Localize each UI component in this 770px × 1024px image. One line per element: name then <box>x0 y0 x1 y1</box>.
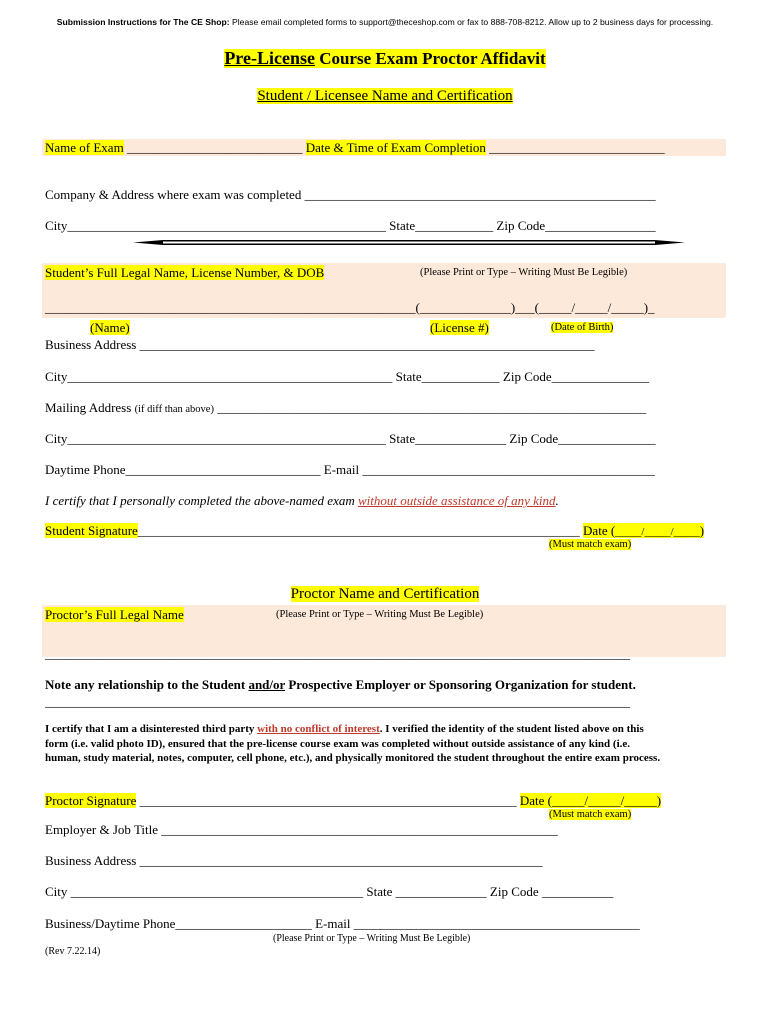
proctor-city-row <box>45 884 613 900</box>
proctor-certify-emphasis: with no conflict of interest <box>257 723 380 735</box>
dob-caption-text: (Date of Birth) <box>551 322 614 333</box>
city-field-2[interactable]: City__________________________________________________ <box>45 369 396 384</box>
city-field-3[interactable]: City_________________________________________________ <box>45 431 390 446</box>
proctor-certify-line3: human, study material, notes, computer, cell phone, etc.), and physically monitored the student throughout the entire exam process. <box>45 752 661 764</box>
state-field-3[interactable]: State______________ <box>389 431 510 446</box>
proctor-state-field[interactable]: State ______________ <box>366 884 490 899</box>
license-caption <box>430 320 489 336</box>
mailing-field[interactable]: __________________________________________________________________ <box>213 400 647 415</box>
state-field-2[interactable]: State____________ <box>395 369 503 384</box>
student-signature-field[interactable]: ____________________________________________________________________ <box>137 523 584 538</box>
city-field-1[interactable]: City_________________________________________________ <box>45 218 390 233</box>
student-certify-end: . <box>555 493 559 508</box>
proctor-print-note-bottom: (Please Print or Type – Writing Must Be Legible) <box>273 933 471 944</box>
proctor-business-address-field[interactable]: Business Address ______________________________________________________________ <box>45 853 543 868</box>
title-affidavit: Course Exam Proctor Affidavit <box>314 49 546 68</box>
print-note: (Please Print or Type – Writing Must Be Legible) <box>420 267 628 278</box>
state-field-1[interactable]: State____________ <box>389 218 497 233</box>
city-row-1 <box>45 218 656 234</box>
student-certify-part1: I certify that I personally completed the above-named exam <box>45 493 358 508</box>
proctor-section-heading <box>0 586 770 603</box>
revision-number: (Rev 7.22.14) <box>45 946 101 957</box>
exam-date-field[interactable]: ___________________________ <box>485 140 665 155</box>
proctor-signature-field[interactable]: __________________________________________________________ <box>136 793 520 808</box>
proctor-date-label: Date ( <box>519 793 552 808</box>
relationship-text <box>45 677 636 693</box>
dob-caption <box>551 322 613 333</box>
student-date-group <box>583 523 704 538</box>
proctor-heading-text: Proctor Name and Certification <box>290 586 480 602</box>
proctor-signature-row <box>45 793 661 809</box>
proctor-phone-email-row <box>45 916 640 932</box>
proctor-signature-label: Proctor Signature <box>45 793 137 808</box>
phone-email-row <box>45 462 655 478</box>
employer-field[interactable]: Employer & Job Title _____________________________________________________________ <box>45 822 558 837</box>
proctor-certify-block <box>45 722 660 766</box>
name-caption <box>90 320 130 336</box>
instructions-text: Please email completed forms to support@theceshop.com or fax to 888-708-8212. Allow up to 2 business days for processing. <box>229 17 714 27</box>
student-section-heading <box>0 88 770 105</box>
exam-name-label: Name of Exam <box>45 140 124 155</box>
relationship-part2: Prospective Employer or Sponsoring Organization for student. <box>285 677 636 692</box>
student-certify-emphasis: without outside assistance of any kind <box>357 493 556 508</box>
student-heading-text: Student / Licensee Name and Certification <box>257 88 513 104</box>
city-row-2 <box>45 369 649 385</box>
student-date-close: ) <box>699 523 705 538</box>
title-pre-license: Pre-License <box>224 48 315 68</box>
instructions-prefix: Submission Instructions for The CE Shop: <box>56 17 230 27</box>
mailing-label: Mailing Address <box>45 400 135 415</box>
name-caption-text: (Name) <box>90 320 130 335</box>
student-name-label <box>45 265 324 281</box>
student-must-match-text: (Must match exam) <box>549 539 632 550</box>
mailing-note: (if diff than above) <box>134 404 214 415</box>
proctor-date-field[interactable]: _____/_____/_____ <box>551 793 657 808</box>
student-date-field[interactable]: _____/_____/_____ <box>615 527 700 538</box>
student-name-label-text: Student’s Full Legal Name, License Number, & DOB <box>45 265 325 280</box>
proctor-certify-part1: I certify that I am a disinterested third party <box>45 723 258 735</box>
submission-instructions <box>0 17 770 27</box>
proctor-certify-line1 <box>45 722 660 737</box>
proctor-print-note: (Please Print or Type – Writing Must Be Legible) <box>276 609 484 620</box>
proctor-date-close: ) <box>656 793 662 808</box>
company-label: Company & Address where exam was completed <box>45 187 302 202</box>
proctor-name-label-text: Proctor’s Full Legal Name <box>45 607 184 622</box>
proctor-must-match-text: (Must match exam) <box>549 809 632 820</box>
proctor-name-label <box>45 607 184 623</box>
student-signature-label: Student Signature <box>45 523 138 538</box>
exam-name-field[interactable]: ___________________________ <box>123 140 306 155</box>
section-divider <box>133 240 685 245</box>
daytime-phone-field[interactable]: Daytime Phone______________________________ <box>45 462 324 477</box>
zip-field-3[interactable]: Zip Code_______________ <box>509 431 656 446</box>
form-title <box>0 48 770 69</box>
relationship-andor: and/or <box>248 677 286 692</box>
student-certify-text <box>45 493 559 509</box>
exam-name-row <box>45 140 665 156</box>
exam-date-label: Date & Time of Exam Completion <box>305 140 486 155</box>
student-date-label: Date ( <box>583 523 616 538</box>
company-row <box>45 187 656 203</box>
zip-field-2[interactable]: Zip Code_______________ <box>502 369 650 384</box>
proctor-email-field[interactable]: E-mail ____________________________________________ <box>315 916 640 931</box>
proctor-date-group <box>520 793 661 808</box>
proctor-must-match <box>549 809 631 820</box>
license-caption-text: (License #) <box>430 320 489 335</box>
relationship-field[interactable]: __________________________________________________________________________________________ <box>45 694 630 709</box>
proctor-zip-field[interactable]: Zip Code ___________ <box>489 884 614 899</box>
zip-field-1[interactable]: Zip Code_________________ <box>496 218 656 233</box>
business-address-field[interactable]: Business Address ______________________________________________________________________ <box>45 337 595 352</box>
student-name-field[interactable]: _________________________________________________________(______________)___(_____/_____/_____)_ <box>45 300 655 315</box>
relationship-part1: Note any relationship to the Student <box>45 677 249 692</box>
proctor-city-field[interactable]: City _____________________________________________ <box>45 884 367 899</box>
student-signature-row <box>45 523 704 539</box>
mailing-row <box>45 400 646 416</box>
city-row-3 <box>45 431 656 447</box>
student-must-match <box>549 539 631 550</box>
proctor-certify-line2: form (i.e. valid photo ID), ensured that the pre-license course exam was completed without outside assistance of any kind (i.e. <box>45 737 631 750</box>
proctor-phone-field[interactable]: Business/Daytime Phone_____________________ <box>45 916 316 931</box>
email-field[interactable]: E-mail _____________________________________________ <box>323 462 655 477</box>
proctor-name-field[interactable]: __________________________________________________________________________________________ <box>45 646 630 661</box>
company-field[interactable]: ______________________________________________________ <box>301 187 656 202</box>
proctor-certify-part2: . I verified the identity of the student listed above on this <box>379 723 644 735</box>
